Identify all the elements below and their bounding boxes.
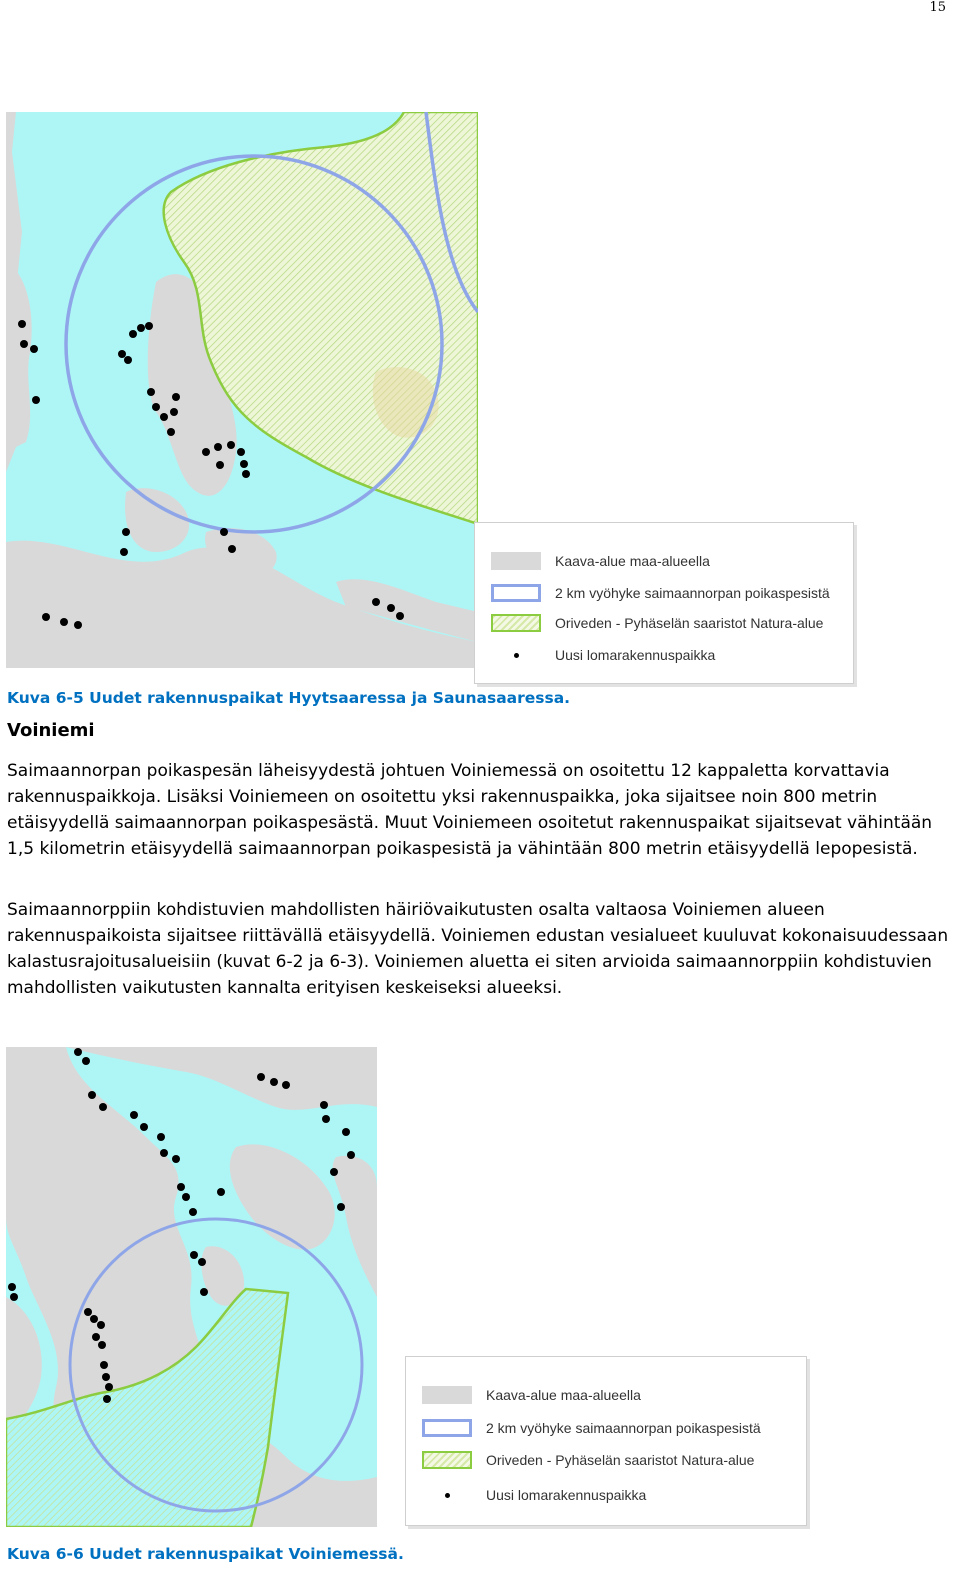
green-hatch-swatch [491,614,541,632]
legend-item-natura: Oriveden - Pyhäselän saaristot Natura-alue [491,611,823,635]
page-number: 15 [929,0,946,15]
map-hyytsaari-saunasaari [6,112,478,668]
blue-outline-swatch [422,1419,472,1437]
grey-area-swatch [422,1386,472,1404]
green-hatch-swatch [422,1451,472,1469]
black-dot-icon [491,646,541,664]
figure-caption-2: Kuva 6-6 Uudet rakennuspaikat Voiniemessä. [7,1545,404,1563]
blue-outline-swatch [491,584,541,602]
legend-item-building-site: Uusi lomarakennuspaikka [422,1483,646,1507]
legend-item-zone: 2 km vyöhyke saimaannorpan poikaspesistä [491,581,830,605]
map-legend-2 [405,1356,807,1526]
grey-area-swatch [491,552,541,570]
legend-item-building-site: Uusi lomarakennuspaikka [491,643,715,667]
section-heading: Voiniemi [7,720,95,741]
legend-item-plan-area: Kaava-alue maa-alueella [422,1383,641,1407]
map-voiniemi [6,1047,377,1527]
paragraph-2: Saimaannorppiin kohdistuvien mahdollisten häiriövaikutusten osalta valtaosa Voiniemen alueen rakennuspaikoista sijaitsee riittävällä etäisyydellä. Voiniemen edustan vesialueet kuuluvat kokonaisuudessaan kalastusrajoitusalueisiin (kuvat 6-2 ja 6-3). Voiniemen aluetta ei siten arvioida saimaannorppiin kohdistuvien mahdollisten vaikutusten kannalta erityisen keskeiseksi alueeksi. [7,900,949,998]
black-dot-icon [422,1486,472,1504]
figure-caption-1: Kuva 6-5 Uudet rakennuspaikat Hyytsaaressa ja Saunasaaressa. [7,689,571,707]
legend-item-zone: 2 km vyöhyke saimaannorpan poikaspesistä [422,1416,761,1440]
legend-item-plan-area: Kaava-alue maa-alueella [491,549,710,573]
paragraph-1: Saimaannorpan poikaspesän läheisyydestä johtuen Voiniemessä on osoitettu 12 kappaletta korvattavia rakennuspaikkoja. Lisäksi Voiniemeen on osoitettu yksi rakennuspaikka, joka sijaitsee noin 800 metrin etäisyydellä saimaannorpan poikaspesästä. Muut Voiniemeen osoitetut rakennuspaikat sijaitsevat vähintään 1,5 kilometrin etäisyydellä saimaannorpan poikaspesistä ja vähintään 800 metrin etäisyydellä lepopesistä. [7,761,933,859]
legend-item-natura: Oriveden - Pyhäselän saaristot Natura-alue [422,1448,754,1472]
map-legend-1 [474,522,854,684]
